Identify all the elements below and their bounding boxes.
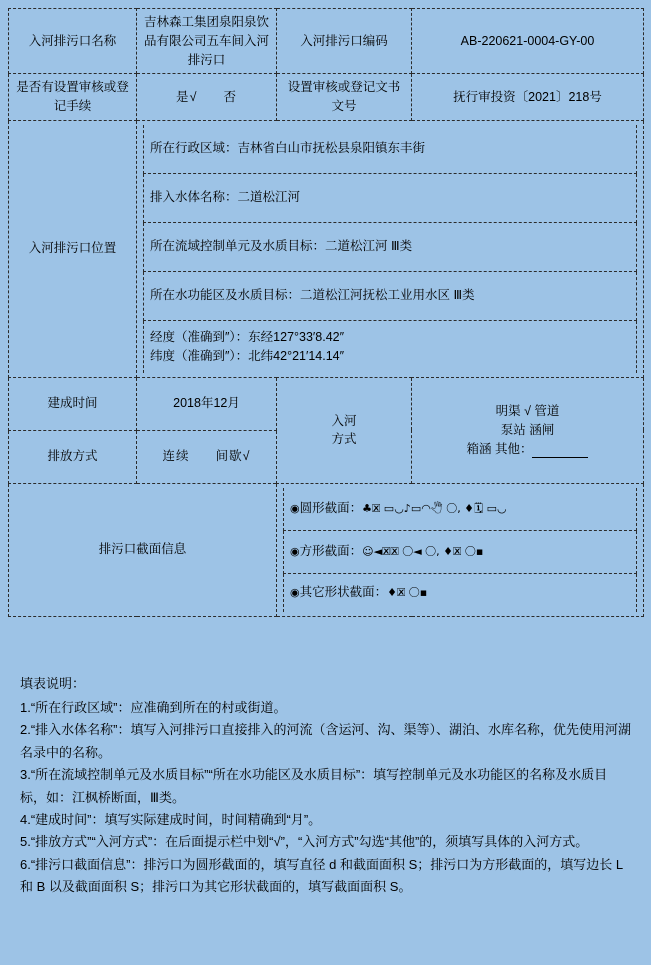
approval-yes-mark: √ xyxy=(189,89,198,104)
inhe-mode-other-input[interactable] xyxy=(532,445,588,458)
discharge-intermittent-mark: √ xyxy=(242,449,251,464)
list-item xyxy=(144,222,637,271)
discharge-intermittent-label: 间歇 xyxy=(215,449,243,464)
approval-yes-label: 是 xyxy=(176,89,190,104)
discharge-mode-label: 排放方式 xyxy=(9,430,137,483)
approval-no-label: 否 xyxy=(223,89,237,104)
table-row xyxy=(9,9,644,74)
instruction-item-6: 6.“排污口截面信息”：排污口为圆形截面的，填写直径 d 和截面面积 S；排污口为方形截面的，填写边长 L 和 B 以及截面面积 S；排污口为其它形状截面的，填写截面面积 S。 xyxy=(20,856,623,894)
table-row xyxy=(9,120,644,377)
inhe-mode-label-line2: 方式 xyxy=(331,432,357,447)
inhe-mode-options-line1: 明渠 √ 管道 xyxy=(495,404,560,419)
administrative-region: 所在行政区域：吉林省白山市抚松县泉阳镇东丰街 xyxy=(144,125,637,174)
latitude-line: 纬度（准确到″）：北纬42°21′14.14″ xyxy=(150,348,345,363)
list-item xyxy=(144,271,637,320)
other-section-label: 其它形状截面： xyxy=(299,585,388,600)
round-section-bullet-icon: ◉ xyxy=(290,503,300,516)
outlet-name-label: 入河排污口名称 xyxy=(9,9,137,74)
section-info-label: 排污口截面信息 xyxy=(9,483,277,616)
location-sub-table xyxy=(143,125,637,373)
list-item xyxy=(144,125,637,174)
location-label: 入河排污口位置 xyxy=(9,120,137,377)
inhe-mode-options-line2: 泵站 涵闸 xyxy=(500,422,555,437)
approval-doc-value: 抚行审投资〔2021〕218号 xyxy=(412,74,644,121)
inhe-mode-label-line1: 入河 xyxy=(331,413,357,428)
list-item xyxy=(144,320,637,373)
approval-doc-label: 设置审核或登记文书文号 xyxy=(277,74,412,121)
other-section-bullet-icon: ◉ xyxy=(290,587,300,600)
list-item xyxy=(284,488,637,531)
round-section-label: 圆形截面： xyxy=(299,501,363,516)
instruction-item-5: 5.“排放方式”“入河方式”：在后面提示栏中划“√”，“入河方式”勾选“其他”的，须填写具体的入河方式。 xyxy=(20,834,589,850)
outlet-registration-table xyxy=(8,8,644,617)
approval-choice[interactable] xyxy=(137,74,277,121)
instruction-item-4: 4.“建成时间”：填写实际建成时间，时间精确到“月”。 xyxy=(20,811,322,827)
instruction-item-2: 2.“排入水体名称”：填写入河排污口直接排入的河流（含运河、沟、渠等）、湖泊、水库名称，优先使用河湖名录中的名称。 xyxy=(20,722,632,760)
other-section-glyphs: ♦🗷 〇▪ xyxy=(387,586,428,600)
list-item xyxy=(144,173,637,222)
control-unit-quality-target: 所在流域控制单元及水质目标：二道松江河 Ⅲ类 xyxy=(144,222,637,271)
discharge-mode-choice[interactable] xyxy=(137,430,277,483)
instructions-title: 填表说明： xyxy=(20,675,86,691)
section-shapes-table xyxy=(283,488,637,612)
instruction-item-3: 3.“所在流域控制单元及水质目标”“所在水功能区及水质目标”：填写控制单元及水功能区的名称及水质目标，如：江枫桥断面，Ⅲ类。 xyxy=(20,767,608,805)
outlet-code-value: AB-220621-0004-GY-00 xyxy=(412,9,644,74)
approval-label: 是否有设置审核或登记手续 xyxy=(9,74,137,121)
round-section-row[interactable] xyxy=(284,488,637,531)
other-section-row[interactable] xyxy=(284,573,637,612)
square-section-label: 方形截面： xyxy=(299,544,363,559)
outlet-code-label: 入河排污口编码 xyxy=(277,9,412,74)
longitude-line: 经度（准确到″）：东经127°33′8.42″ xyxy=(150,330,345,344)
instruction-item-1: 1.“所在行政区域”：应准确到所在的村或街道。 xyxy=(20,700,287,716)
list-item xyxy=(284,573,637,612)
discharge-continuous-label: 连续 xyxy=(162,449,190,464)
built-time-value: 2018年12月 xyxy=(137,377,277,430)
form-instructions xyxy=(8,673,643,899)
inhe-mode-options[interactable] xyxy=(412,377,644,483)
water-function-zone-target: 所在水功能区及水质目标：二道松江河抚松工业用水区 Ⅲ类 xyxy=(144,271,637,320)
inhe-mode-options-line3 xyxy=(418,440,637,459)
square-section-bullet-icon: ◉ xyxy=(290,546,300,559)
location-details xyxy=(137,120,644,377)
round-section-glyphs: ♣🗷 ▭◡♪▭◠🖑 〇, ♦🗓 ▭◡ xyxy=(362,502,507,516)
inhe-mode-label xyxy=(277,377,412,483)
built-time-label: 建成时间 xyxy=(9,377,137,430)
inhe-mode-other-label: 箱涵 其他： xyxy=(466,441,533,456)
receiving-water-name: 排入水体名称：二道松江河 xyxy=(144,173,637,222)
section-info-details xyxy=(277,483,644,616)
outlet-name-value: 吉林森工集团泉阳泉饮品有限公司五车间入河排污口 xyxy=(137,9,277,74)
table-row xyxy=(9,483,644,616)
coordinates xyxy=(144,320,637,373)
table-row xyxy=(9,377,644,430)
list-item xyxy=(284,530,637,573)
table-row xyxy=(9,74,644,121)
square-section-glyphs: ☺◄🗷🗷 〇◄ 〇, ♦🗷 〇▪ xyxy=(362,545,484,559)
square-section-row[interactable] xyxy=(284,530,637,573)
